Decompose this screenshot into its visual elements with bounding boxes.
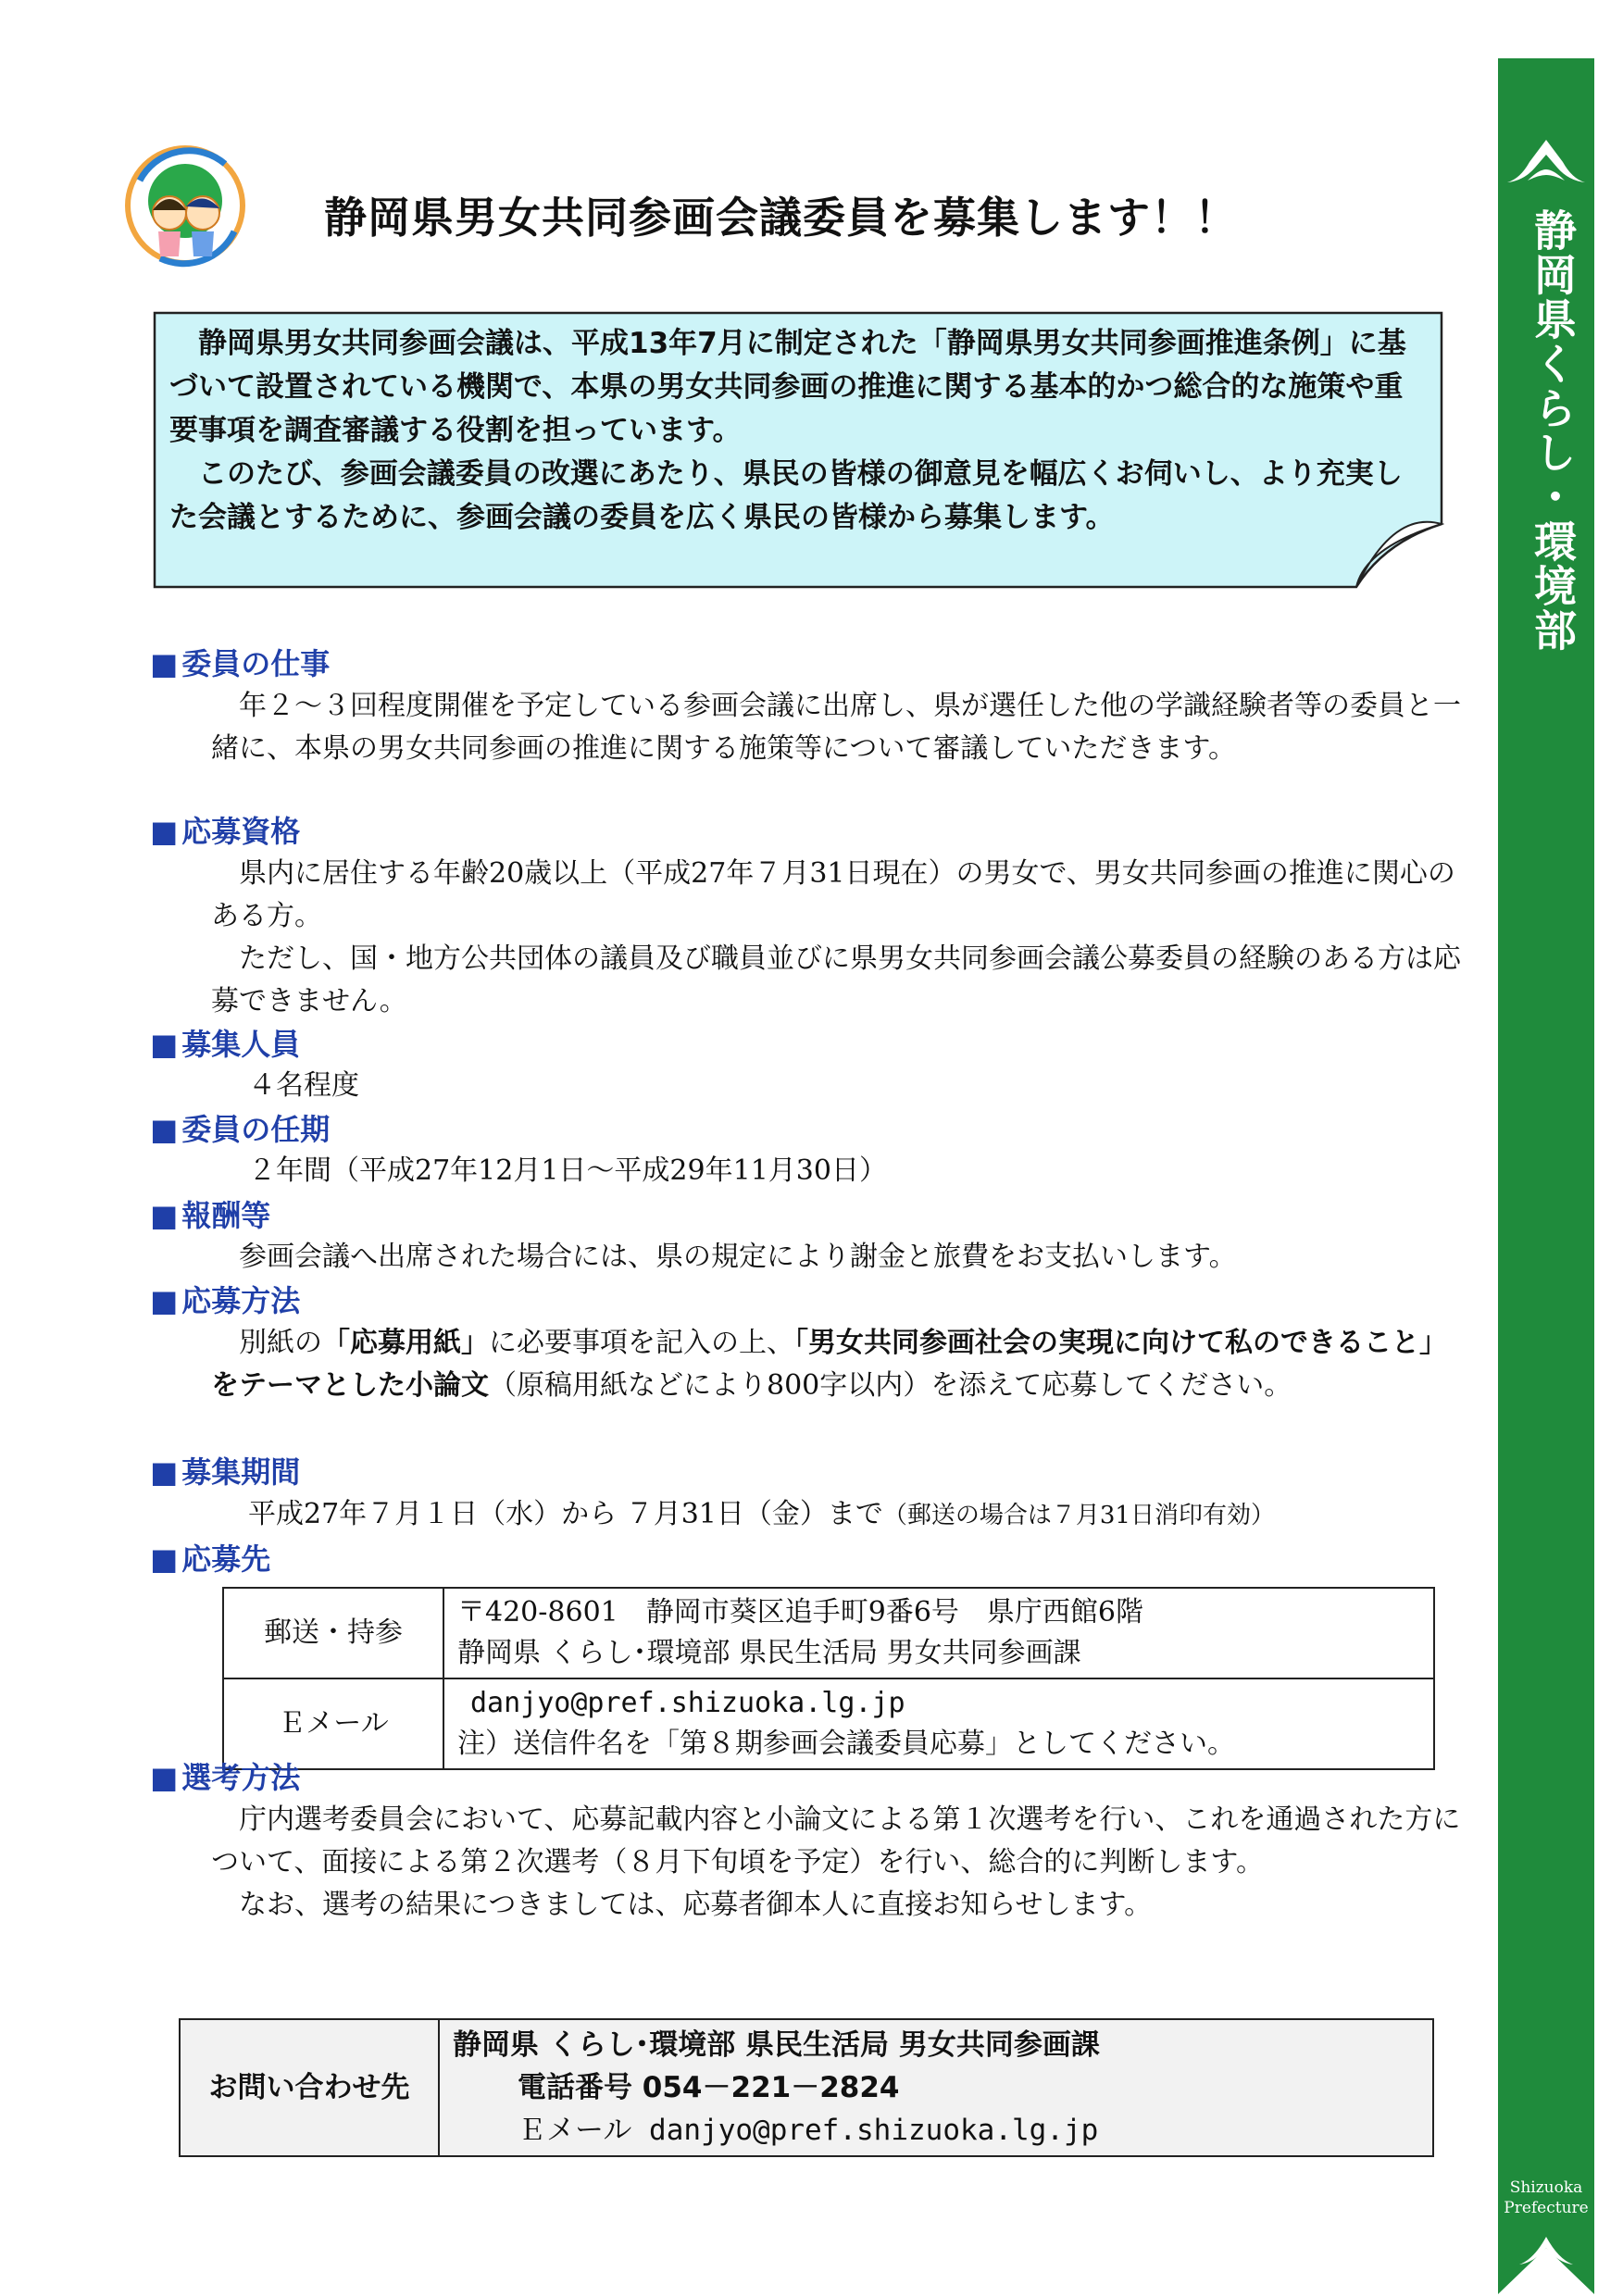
section-heading-destination bbox=[150, 1541, 270, 1578]
section-body-number bbox=[248, 1065, 1503, 1107]
section-body-term bbox=[248, 1150, 1503, 1192]
bullet-square: ■ bbox=[150, 1454, 179, 1490]
section-body-eligibility bbox=[211, 853, 1466, 1023]
intro-note bbox=[153, 311, 1444, 589]
email-address-link[interactable]: danjyo@pref.shizuoka.lg.jp bbox=[470, 1687, 905, 1719]
application-destination-table bbox=[222, 1587, 1435, 1770]
section-heading-method bbox=[150, 1282, 300, 1319]
section-heading-number bbox=[150, 1026, 300, 1063]
side-band-english bbox=[1495, 2177, 1597, 2218]
section-heading-text: 応募資格 bbox=[181, 814, 301, 849]
contact-department: 静岡県 くらし･環境部 県民生活局 男女共同参画課 bbox=[453, 2028, 1100, 2062]
section-heading-text: 応募先 bbox=[181, 1541, 271, 1577]
section-body-reward bbox=[211, 1236, 1466, 1279]
essay-theme-emphasis: 「男女共同参画社会の実現に向けて私のできること」をテーマとした小論文 bbox=[211, 1327, 1447, 1402]
mountain-mark-icon bbox=[1516, 2231, 1577, 2268]
page-title: 静岡県男女共同参画会議委員を募集します！！ bbox=[324, 193, 1238, 243]
section-heading-term bbox=[150, 1111, 330, 1148]
table-row bbox=[180, 2019, 1433, 2156]
selection-text-1: 庁内選考委員会において、応募記載内容と小論文による第１次選考を行い、これを通過された方について、面接による第２次選考（８月下旬頃を予定）を行い、総合的に判断します。 bbox=[211, 1803, 1461, 1878]
email-cell bbox=[443, 1678, 1434, 1769]
table-row bbox=[223, 1678, 1434, 1769]
method-text bbox=[211, 1322, 1466, 1407]
bullet-square: ■ bbox=[150, 1760, 179, 1795]
section-body-method bbox=[211, 1322, 1466, 1407]
bullet-square: ■ bbox=[150, 814, 179, 849]
contact-email-link[interactable]: Ｅメール danjyo@pref.shizuoka.lg.jp bbox=[518, 2114, 1099, 2147]
intro-paragraph-1: 静岡県男女共同参画会議は、平成13年7月に制定された「静岡県男女共同参画推進条例」に基づいて設置されている機関で、本県の男女共同参画の推進に関する基本的かつ総合的な施策や重要事項を調査審議する役割を担っています。 bbox=[169, 327, 1406, 447]
contact-details-cell bbox=[439, 2019, 1433, 2156]
gender-equality-logo bbox=[123, 144, 248, 268]
section-heading-text: 報酬等 bbox=[181, 1198, 271, 1233]
section-heading-reward bbox=[150, 1197, 270, 1234]
term-text: ２年間（平成27年12月1日～平成29年11月30日） bbox=[248, 1154, 887, 1187]
section-heading-text: 選考方法 bbox=[181, 1760, 301, 1795]
bullet-square: ■ bbox=[150, 1027, 179, 1062]
side-band-english-line1: Shizuoka bbox=[1509, 2178, 1583, 2197]
bullet-square: ■ bbox=[150, 1541, 179, 1577]
application-form-emphasis: 「応募用紙」 bbox=[322, 1327, 489, 1359]
section-body-selection bbox=[211, 1799, 1466, 1927]
section-heading-text: 募集人員 bbox=[181, 1027, 301, 1062]
eligibility-text-2: ただし、国・地方公共団体の議員及び職員並びに県男女共同参画会議公募委員の経験のある方は応募できません。 bbox=[211, 942, 1461, 1017]
table-row bbox=[223, 1588, 1434, 1678]
side-band-english-line2: Prefecture bbox=[1504, 2199, 1589, 2217]
number-text: ４名程度 bbox=[248, 1069, 359, 1102]
duties-text: 年２～３回程度開催を予定している参画会議に出席し、県が選任した他の学識経験者等の委員と一緒に、本県の男女共同参画の推進に関する施策等について審議していただきます。 bbox=[211, 690, 1461, 765]
period-postmark-note: （郵送の場合は７月31日消印有効） bbox=[882, 1502, 1275, 1529]
side-band-label: 静岡県くらし・環境部 bbox=[1528, 208, 1578, 653]
mail-address-cell bbox=[443, 1588, 1434, 1678]
method-text-part: に必要事項を記入の上、 bbox=[489, 1327, 794, 1359]
section-heading-text: 応募方法 bbox=[181, 1283, 301, 1318]
bullet-square: ■ bbox=[150, 1198, 179, 1233]
contact-label: お問い合わせ先 bbox=[180, 2019, 439, 2156]
email-subject-note: 注）送信件名を「第８期参画会議委員応募」としてください。 bbox=[457, 1728, 1235, 1760]
email-label: Ｅメール bbox=[223, 1678, 443, 1769]
section-body-period bbox=[248, 1493, 1503, 1537]
section-heading-selection bbox=[150, 1759, 300, 1796]
section-heading-text: 委員の任期 bbox=[181, 1112, 331, 1147]
section-heading-text: 委員の仕事 bbox=[181, 646, 331, 681]
mail-label: 郵送・持参 bbox=[223, 1588, 443, 1678]
bullet-square: ■ bbox=[150, 1112, 179, 1147]
bullet-square: ■ bbox=[150, 1283, 179, 1318]
period-text bbox=[248, 1493, 1503, 1537]
section-heading-eligibility bbox=[150, 813, 300, 850]
mail-address-line1: 〒420-8601 静岡市葵区追手町9番6号 県庁西館6階 bbox=[457, 1596, 1144, 1628]
method-text-part: （原稿用紙などにより800字以内）を添えて応募してください。 bbox=[489, 1369, 1292, 1402]
section-body-duties bbox=[211, 685, 1466, 770]
contact-info-table bbox=[179, 2018, 1434, 2157]
mail-address-line2: 静岡県 くらし･環境部 県民生活局 男女共同参画課 bbox=[457, 1637, 1081, 1669]
bullet-square: ■ bbox=[150, 646, 179, 681]
reward-text: 参画会議へ出席された場合には、県の規定により謝金と旅費をお支払いします。 bbox=[239, 1241, 1237, 1273]
contact-phone: 電話番号 054－221－2824 bbox=[518, 2071, 900, 2104]
section-heading-duties bbox=[150, 645, 330, 682]
section-heading-period bbox=[150, 1454, 300, 1491]
prefecture-emblem-icon bbox=[1502, 134, 1591, 190]
eligibility-text-1: 県内に居住する年齢20歳以上（平成27年７月31日現在）の男女で、男女共同参画の推進に関心のある方。 bbox=[211, 857, 1455, 932]
method-text-part: 別紙の bbox=[239, 1327, 322, 1359]
period-dates: 平成27年７月１日（水）から ７月31日（金）まで bbox=[248, 1498, 883, 1530]
selection-text-2: なお、選考の結果につきましては、応募者御本人に直接お知らせします。 bbox=[239, 1889, 1153, 1921]
intro-paragraph-2: このたび、参画会議委員の改選にあたり、県民の皆様の御意見を幅広くお伺いし、より充実した会議とするために、参画会議の委員を広く県民の皆様から募集します。 bbox=[169, 457, 1403, 534]
section-heading-text: 募集期間 bbox=[181, 1454, 301, 1490]
